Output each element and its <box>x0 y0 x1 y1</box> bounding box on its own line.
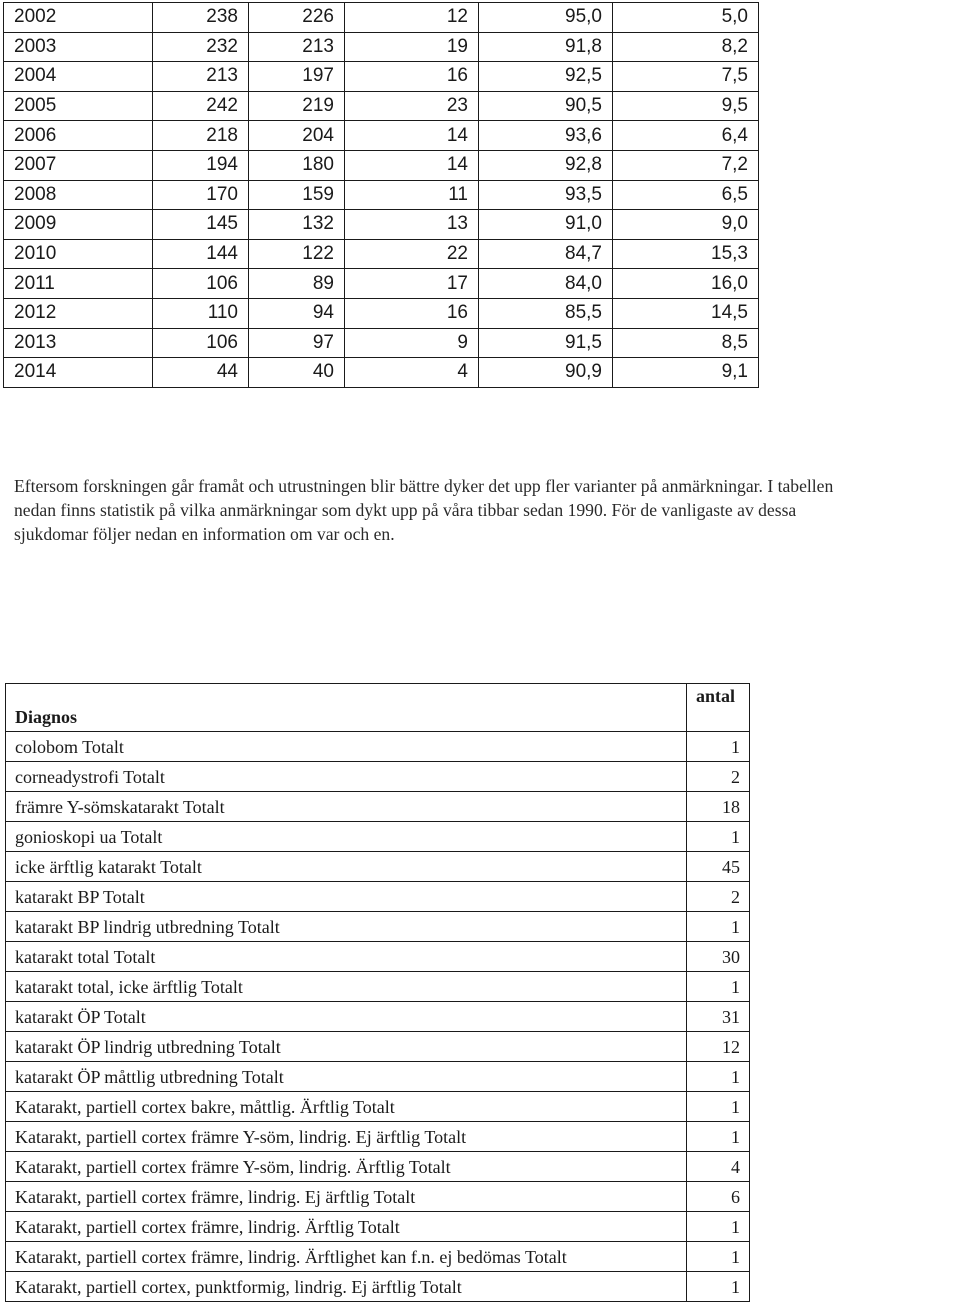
cell-year: 2012 <box>4 298 153 328</box>
cell-diagnos: Katarakt, partiell cortex främre, lindrig. Ärftlighet kan f.n. ej bedömas Totalt <box>6 1242 687 1272</box>
cell-percent-anmarkning: 6,5 <box>613 180 759 210</box>
cell-antal: 1 <box>687 912 750 942</box>
table-row <box>6 1002 750 1032</box>
year-table-body <box>4 3 759 388</box>
cell-year: 2014 <box>4 358 153 388</box>
cell-diagnos: Katarakt, partiell cortex bakre, måttlig. Ärftlig Totalt <box>6 1092 687 1122</box>
cell-total: 106 <box>153 328 249 358</box>
cell-diagnos: corneadystrofi Totalt <box>6 762 687 792</box>
header-diagnos: Diagnos <box>6 684 687 732</box>
cell-antal: 1 <box>687 1122 750 1152</box>
table-row <box>4 328 759 358</box>
cell-diagnos: icke ärftlig katarakt Totalt <box>6 852 687 882</box>
cell-total: 232 <box>153 32 249 62</box>
table-row <box>6 1152 750 1182</box>
table-row <box>4 150 759 180</box>
table-row <box>4 180 759 210</box>
paragraph-line: nedan finns statistik på vilka anmärkningar som dykt upp på våra tibbar sedan 1990. För de vanligaste av dessa <box>14 500 797 520</box>
cell-normal: 226 <box>249 3 345 33</box>
cell-normal: 219 <box>249 91 345 121</box>
cell-year: 2004 <box>4 62 153 92</box>
cell-diagnos: Katarakt, partiell cortex främre Y-söm, lindrig. Ej ärftlig Totalt <box>6 1122 687 1152</box>
cell-percent-anmarkning: 5,0 <box>613 3 759 33</box>
cell-anmarkning: 19 <box>345 32 479 62</box>
table-row <box>6 1032 750 1062</box>
table-row <box>4 210 759 240</box>
cell-anmarkning: 4 <box>345 358 479 388</box>
cell-year: 2005 <box>4 91 153 121</box>
cell-total: 213 <box>153 62 249 92</box>
cell-percent-anmarkning: 14,5 <box>613 298 759 328</box>
cell-diagnos: gonioskopi ua Totalt <box>6 822 687 852</box>
cell-anmarkning: 22 <box>345 239 479 269</box>
table-row <box>6 1062 750 1092</box>
cell-diagnos: främre Y-sömskatarakt Totalt <box>6 792 687 822</box>
table-row <box>4 62 759 92</box>
table-row <box>6 912 750 942</box>
table-row <box>6 792 750 822</box>
table-row <box>6 732 750 762</box>
cell-antal: 1 <box>687 1062 750 1092</box>
cell-percent-normal: 93,5 <box>479 180 613 210</box>
cell-year: 2006 <box>4 121 153 151</box>
cell-percent-anmarkning: 16,0 <box>613 269 759 299</box>
cell-percent-normal: 90,9 <box>479 358 613 388</box>
cell-percent-anmarkning: 6,4 <box>613 121 759 151</box>
diagnosis-table <box>5 683 750 1302</box>
cell-percent-anmarkning: 9,5 <box>613 91 759 121</box>
table-row <box>4 269 759 299</box>
cell-year: 2002 <box>4 3 153 33</box>
cell-antal: 1 <box>687 1272 750 1302</box>
paragraph-line: Eftersom forskningen går framåt och utrustningen blir bättre dyker det upp fler varianter på anmärkningar. I tabellen <box>14 476 834 496</box>
table-row <box>4 239 759 269</box>
cell-antal: 12 <box>687 1032 750 1062</box>
table-row <box>6 972 750 1002</box>
cell-normal: 40 <box>249 358 345 388</box>
table-row <box>6 1212 750 1242</box>
cell-percent-normal: 84,7 <box>479 239 613 269</box>
cell-percent-anmarkning: 9,1 <box>613 358 759 388</box>
cell-diagnos: katarakt BP Totalt <box>6 882 687 912</box>
cell-antal: 30 <box>687 942 750 972</box>
cell-diagnos: Katarakt, partiell cortex, punktformig, lindrig. Ej ärftlig Totalt <box>6 1272 687 1302</box>
cell-anmarkning: 17 <box>345 269 479 299</box>
cell-anmarkning: 14 <box>345 121 479 151</box>
cell-normal: 213 <box>249 32 345 62</box>
diagnosis-header-row <box>6 684 750 732</box>
cell-anmarkning: 16 <box>345 62 479 92</box>
table-row <box>6 882 750 912</box>
cell-year: 2010 <box>4 239 153 269</box>
cell-total: 110 <box>153 298 249 328</box>
cell-percent-anmarkning: 8,5 <box>613 328 759 358</box>
cell-diagnos: Katarakt, partiell cortex främre Y-söm, lindrig. Ärftlig Totalt <box>6 1152 687 1182</box>
cell-percent-anmarkning: 15,3 <box>613 239 759 269</box>
cell-total: 170 <box>153 180 249 210</box>
diagnosis-table-body <box>6 732 750 1302</box>
cell-percent-normal: 92,8 <box>479 150 613 180</box>
cell-percent-normal: 90,5 <box>479 91 613 121</box>
cell-antal: 6 <box>687 1182 750 1212</box>
table-row <box>6 852 750 882</box>
cell-diagnos: katarakt ÖP Totalt <box>6 1002 687 1032</box>
cell-diagnos: katarakt BP lindrig utbredning Totalt <box>6 912 687 942</box>
cell-percent-normal: 85,5 <box>479 298 613 328</box>
table-row <box>4 121 759 151</box>
cell-diagnos: katarakt ÖP lindrig utbredning Totalt <box>6 1032 687 1062</box>
table-row <box>4 91 759 121</box>
cell-total: 242 <box>153 91 249 121</box>
table-row <box>6 1122 750 1152</box>
cell-anmarkning: 23 <box>345 91 479 121</box>
cell-normal: 180 <box>249 150 345 180</box>
cell-diagnos: katarakt total, icke ärftlig Totalt <box>6 972 687 1002</box>
cell-normal: 132 <box>249 210 345 240</box>
cell-total: 218 <box>153 121 249 151</box>
cell-total: 238 <box>153 3 249 33</box>
cell-percent-normal: 91,5 <box>479 328 613 358</box>
table-row <box>6 822 750 852</box>
cell-total: 44 <box>153 358 249 388</box>
cell-diagnos: katarakt ÖP måttlig utbredning Totalt <box>6 1062 687 1092</box>
table-row <box>4 3 759 33</box>
cell-year: 2007 <box>4 150 153 180</box>
intro-paragraph <box>14 474 960 546</box>
cell-percent-normal: 84,0 <box>479 269 613 299</box>
header-antal: antal <box>687 684 750 732</box>
cell-antal: 1 <box>687 1212 750 1242</box>
cell-anmarkning: 14 <box>345 150 479 180</box>
cell-anmarkning: 9 <box>345 328 479 358</box>
cell-antal: 1 <box>687 1092 750 1122</box>
cell-antal: 2 <box>687 882 750 912</box>
cell-antal: 1 <box>687 822 750 852</box>
cell-anmarkning: 11 <box>345 180 479 210</box>
cell-antal: 45 <box>687 852 750 882</box>
cell-antal: 2 <box>687 762 750 792</box>
cell-antal: 18 <box>687 792 750 822</box>
cell-year: 2013 <box>4 328 153 358</box>
cell-normal: 122 <box>249 239 345 269</box>
table-row <box>4 32 759 62</box>
cell-anmarkning: 13 <box>345 210 479 240</box>
cell-year: 2009 <box>4 210 153 240</box>
cell-normal: 159 <box>249 180 345 210</box>
cell-total: 106 <box>153 269 249 299</box>
table-row <box>6 942 750 972</box>
cell-percent-anmarkning: 8,2 <box>613 32 759 62</box>
cell-year: 2011 <box>4 269 153 299</box>
cell-diagnos: katarakt total Totalt <box>6 942 687 972</box>
table-row <box>6 762 750 792</box>
cell-antal: 1 <box>687 972 750 1002</box>
cell-normal: 89 <box>249 269 345 299</box>
cell-normal: 94 <box>249 298 345 328</box>
cell-normal: 197 <box>249 62 345 92</box>
cell-total: 194 <box>153 150 249 180</box>
cell-anmarkning: 16 <box>345 298 479 328</box>
table-row <box>6 1182 750 1212</box>
cell-percent-anmarkning: 7,2 <box>613 150 759 180</box>
cell-diagnos: colobom Totalt <box>6 732 687 762</box>
cell-percent-anmarkning: 7,5 <box>613 62 759 92</box>
cell-percent-normal: 91,0 <box>479 210 613 240</box>
cell-percent-normal: 95,0 <box>479 3 613 33</box>
table-row <box>4 298 759 328</box>
cell-normal: 97 <box>249 328 345 358</box>
table-row <box>6 1272 750 1302</box>
cell-percent-normal: 91,8 <box>479 32 613 62</box>
table-row <box>4 358 759 388</box>
cell-normal: 204 <box>249 121 345 151</box>
cell-antal: 31 <box>687 1002 750 1032</box>
cell-anmarkning: 12 <box>345 3 479 33</box>
table-row <box>6 1092 750 1122</box>
cell-year: 2008 <box>4 180 153 210</box>
cell-antal: 1 <box>687 1242 750 1272</box>
cell-antal: 4 <box>687 1152 750 1182</box>
year-statistics-table <box>3 2 759 388</box>
cell-total: 145 <box>153 210 249 240</box>
cell-year: 2003 <box>4 32 153 62</box>
paragraph-line: sjukdomar följer nedan en information om var och en. <box>14 524 395 544</box>
table-row <box>6 1242 750 1272</box>
cell-diagnos: Katarakt, partiell cortex främre, lindrig. Ej ärftlig Totalt <box>6 1182 687 1212</box>
cell-percent-anmarkning: 9,0 <box>613 210 759 240</box>
cell-diagnos: Katarakt, partiell cortex främre, lindrig. Ärftlig Totalt <box>6 1212 687 1242</box>
cell-percent-normal: 93,6 <box>479 121 613 151</box>
cell-antal: 1 <box>687 732 750 762</box>
cell-percent-normal: 92,5 <box>479 62 613 92</box>
cell-total: 144 <box>153 239 249 269</box>
